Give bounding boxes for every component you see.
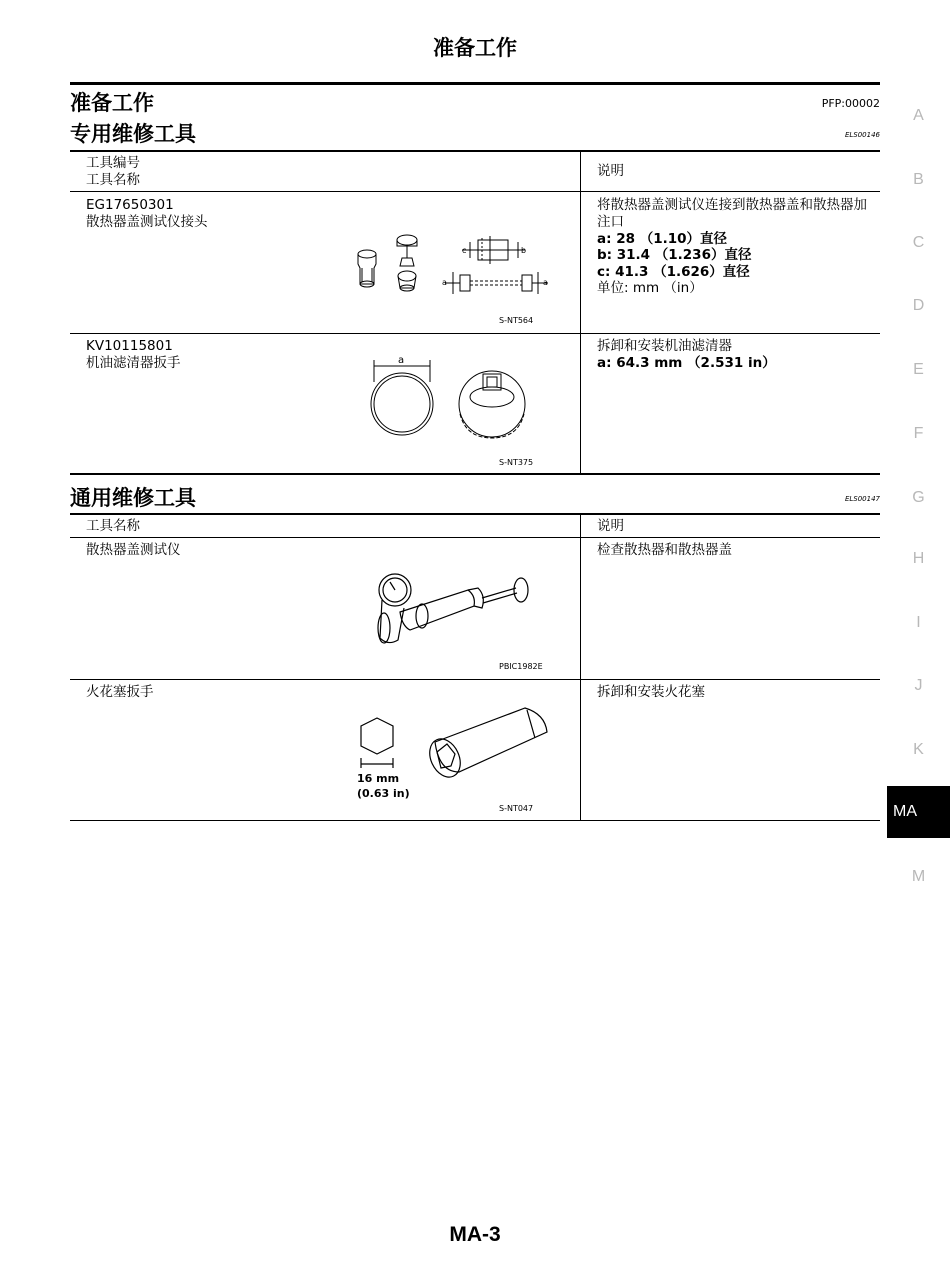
figure-id: PBIC1982E — [499, 662, 543, 671]
spec-c: c: 41.3 （1.626）直径 — [597, 264, 750, 280]
figure-label-b: b — [521, 246, 527, 255]
table-divider — [580, 151, 581, 473]
tool-description: 检查散热器和散热器盖 — [597, 542, 732, 558]
side-tab-c[interactable]: C — [912, 234, 925, 251]
figure-label-a: a — [398, 355, 405, 366]
side-tab-i[interactable]: I — [916, 614, 921, 631]
header-description: 说明 — [597, 163, 624, 179]
figure-label-a-right: a — [543, 278, 548, 287]
tool-number: EG17650301 — [86, 197, 174, 213]
side-tab-ma[interactable]: MA — [887, 786, 950, 838]
side-tab-b[interactable]: B — [913, 171, 924, 188]
side-tab-m[interactable]: M — [911, 868, 926, 885]
spec-a: a: 28 （1.10）直径 — [597, 231, 728, 247]
tool-description: 拆卸和安装机油滤清器 — [597, 338, 732, 354]
tool-number: KV10115801 — [86, 338, 173, 354]
radiator-cap-adapter-figure — [350, 228, 560, 303]
tool-description: 拆卸和安装火花塞 — [597, 684, 705, 700]
table-divider — [580, 514, 581, 820]
header-tool-number: 工具编号 — [86, 155, 140, 171]
row-divider — [70, 537, 880, 538]
spec-b: b: 31.4 （1.236）直径 — [597, 247, 752, 263]
table-bottom-rule — [70, 820, 880, 821]
section-title: 准备工作 — [70, 91, 154, 115]
figure-id: S-NT375 — [499, 458, 534, 467]
general-tools-rule — [70, 513, 880, 515]
socket-size-mm: 16 mm — [357, 772, 400, 785]
tool-description: 将散热器盖测试仪连接到散热器盖和散热器加 — [597, 197, 867, 213]
side-tab-e[interactable]: E — [913, 361, 924, 378]
side-tab-f[interactable]: F — [913, 425, 924, 442]
side-tab-j[interactable]: J — [914, 677, 923, 694]
radiator-cap-tester-figure — [370, 568, 540, 650]
side-tab-a[interactable]: A — [913, 107, 924, 124]
special-tools-ref: ELS00146 — [844, 131, 880, 139]
oil-filter-wrench-figure — [360, 352, 540, 447]
header-tool-name: 工具名称 — [86, 518, 140, 534]
side-tab-k[interactable]: K — [913, 741, 924, 758]
socket-size-in: (0.63 in) — [357, 787, 410, 800]
side-tab-d[interactable]: D — [912, 297, 925, 314]
special-tools-rule — [70, 150, 880, 152]
tool-name: 散热器盖测试仪 — [86, 542, 181, 558]
special-tools-title: 专用维修工具 — [70, 122, 196, 146]
side-tab-g[interactable]: G — [912, 489, 925, 506]
figure-id: S-NT564 — [499, 316, 534, 325]
tool-description-cont: 注口 — [597, 214, 624, 230]
tool-name: 机油滤清器扳手 — [86, 355, 181, 371]
general-tools-title: 通用维修工具 — [70, 486, 196, 510]
figure-label-c: c — [462, 246, 467, 255]
page-number: MA-3 — [449, 1223, 501, 1246]
figure-id: S-NT047 — [499, 804, 534, 813]
special-tools-bottom-rule — [70, 473, 880, 475]
spec-unit: 单位: mm （in） — [597, 280, 703, 296]
section-top-rule — [70, 82, 880, 85]
spec-a: a: 64.3 mm （2.531 in） — [597, 355, 776, 371]
row-divider — [70, 191, 880, 192]
row-divider — [70, 679, 880, 680]
section-code: PFP:00002 — [821, 97, 880, 110]
header-tool-name: 工具名称 — [86, 172, 140, 188]
figure-label-a-left: a — [442, 278, 447, 287]
page-header-title: 准备工作 — [433, 36, 517, 60]
header-description: 说明 — [597, 518, 624, 534]
tool-name: 散热器盖测试仪接头 — [86, 214, 208, 230]
general-tools-ref: ELS00147 — [844, 495, 880, 503]
row-divider — [70, 333, 880, 334]
side-tab-h[interactable]: H — [912, 550, 925, 567]
tool-name: 火花塞扳手 — [86, 684, 154, 700]
